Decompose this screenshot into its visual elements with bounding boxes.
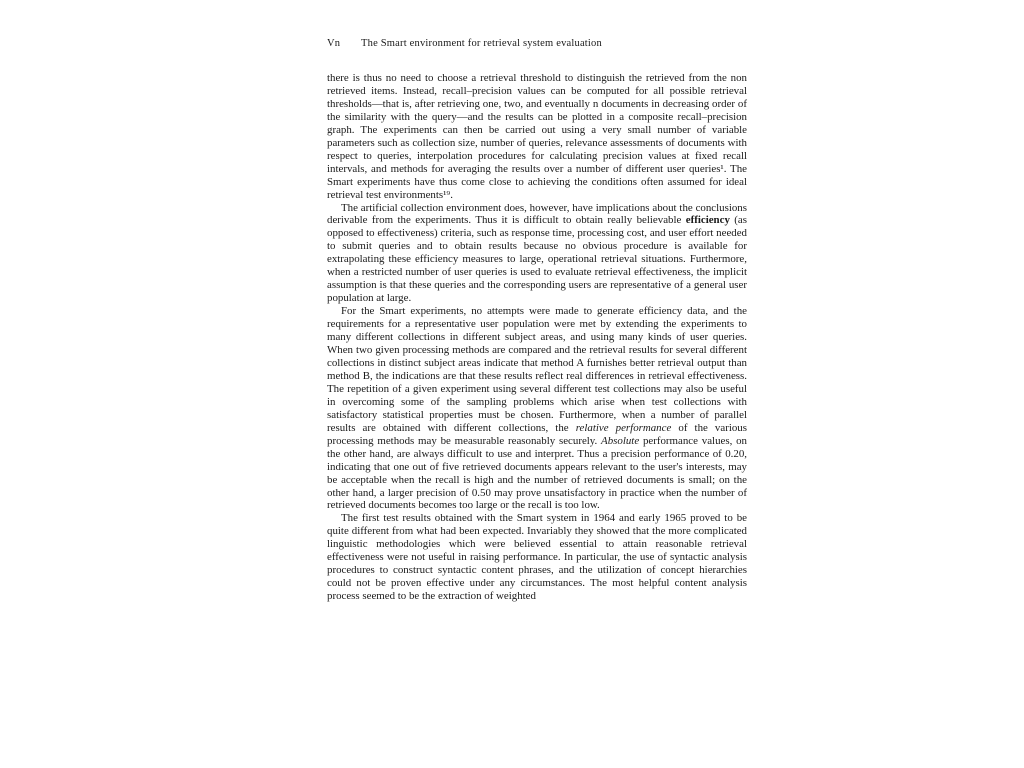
paragraph-3-text-a: For the Smart experiments, no attempts were made to generate efficiency data, and the requirements for a representative user population were met by extending the experiments to many different collections in different subject areas, and using many kinds of user queries. When two given processing methods are compared and the retrieval results for several different collections in distinct subject areas indicate that method A furnishes better retrieval output than method B, the indications are that these results reflect real differences in retrieval effectiveness. The repetition of a given experiment using several different test collections may also be useful in overcoming some of the sampling problems which arise when test collections with satisfactory statistical properties must be chosen. Furthermore, when a number of parallel results are obtained with different collections, the [327, 305, 747, 434]
paragraph-2 [327, 202, 747, 306]
paragraph-3-text-b: of the various processing methods may be measurable reasonably securely. [327, 421, 747, 447]
running-header [327, 38, 747, 50]
paragraph-2-text-a: The artificial collection environment does, however, have implications about the conclusions derivable from the experiments. Thus it is difficult to obtain really believable [327, 201, 747, 227]
paragraph-3 [327, 305, 747, 512]
running-title: The Smart environment for retrieval system evaluation [361, 38, 602, 49]
paragraph-3-text-c: performance values, on the other hand, are always difficult to use and interpret. Thus a precision performance of 0.20, indicating that one out of five retrieved documents appears relevant to the user's interests, may be acceptable when the recall is high and the number of retrieved documents is small; on the other hand, a larger precision of 0.50 may prove unsatisfactory in practice when the number of retrieved documents becomes too large or the recall is too low. [327, 434, 747, 512]
body-text [327, 72, 747, 603]
paragraph-2-text-b: (as opposed to effectiveness) criteria, such as response time, processing cost, and user effort needed to submit queries and to obtain results because no obvious procedure is available for extrapolating these efficiency measures to large, operational retrieval situations. Furthermore, when a restricted number of user queries is used to evaluate retrieval effectiveness, the implicit assumption is that these queries and the corresponding users are representative of a general user population at large. [327, 214, 748, 305]
paragraph-4: The first test results obtained with the Smart system in 1964 and early 1965 proved to be quite different from what had been expected. Invariably they showed that the more complicated linguistic methodologies which were believed essential to attain reasonable retrieval effectiveness were not useful in raising performance. In particular, the use of syntactic analysis procedures to construct syntactic content phrases, and the utilization of concept hierarchies could not be proven effective under any circumstances. The most helpful content analysis process seemed to be the extraction of weighted [327, 512, 747, 603]
italic-relative-performance: relative performance [575, 421, 672, 434]
bold-term-efficiency: efficiency [685, 214, 730, 227]
book-page [327, 38, 747, 603]
paragraph-1: there is thus no need to choose a retrieval threshold to distinguish the retrieved from the non retrieved items. Instead, recall–precision values can be computed for all possible retrieval thresholds—that is, after retrieving one, two, and eventually n documents in decreasing order of the similarity with the query—and the results can be plotted in a composite recall–precision graph. The experiments can then be carried out using a very small number of variable parameters such as collection size, number of queries, relevance assessments of documents with respect to queries, interpolation procedures for calculating precision values at fixed recall intervals, and methods for averaging the results over a number of different user queries¹. The Smart experiments have thus come close to achieving the conditions often assumed for ideal retrieval test environments¹⁹. [327, 72, 747, 201]
italic-absolute: Absolute [601, 434, 640, 447]
page-number: Vn [327, 38, 341, 49]
